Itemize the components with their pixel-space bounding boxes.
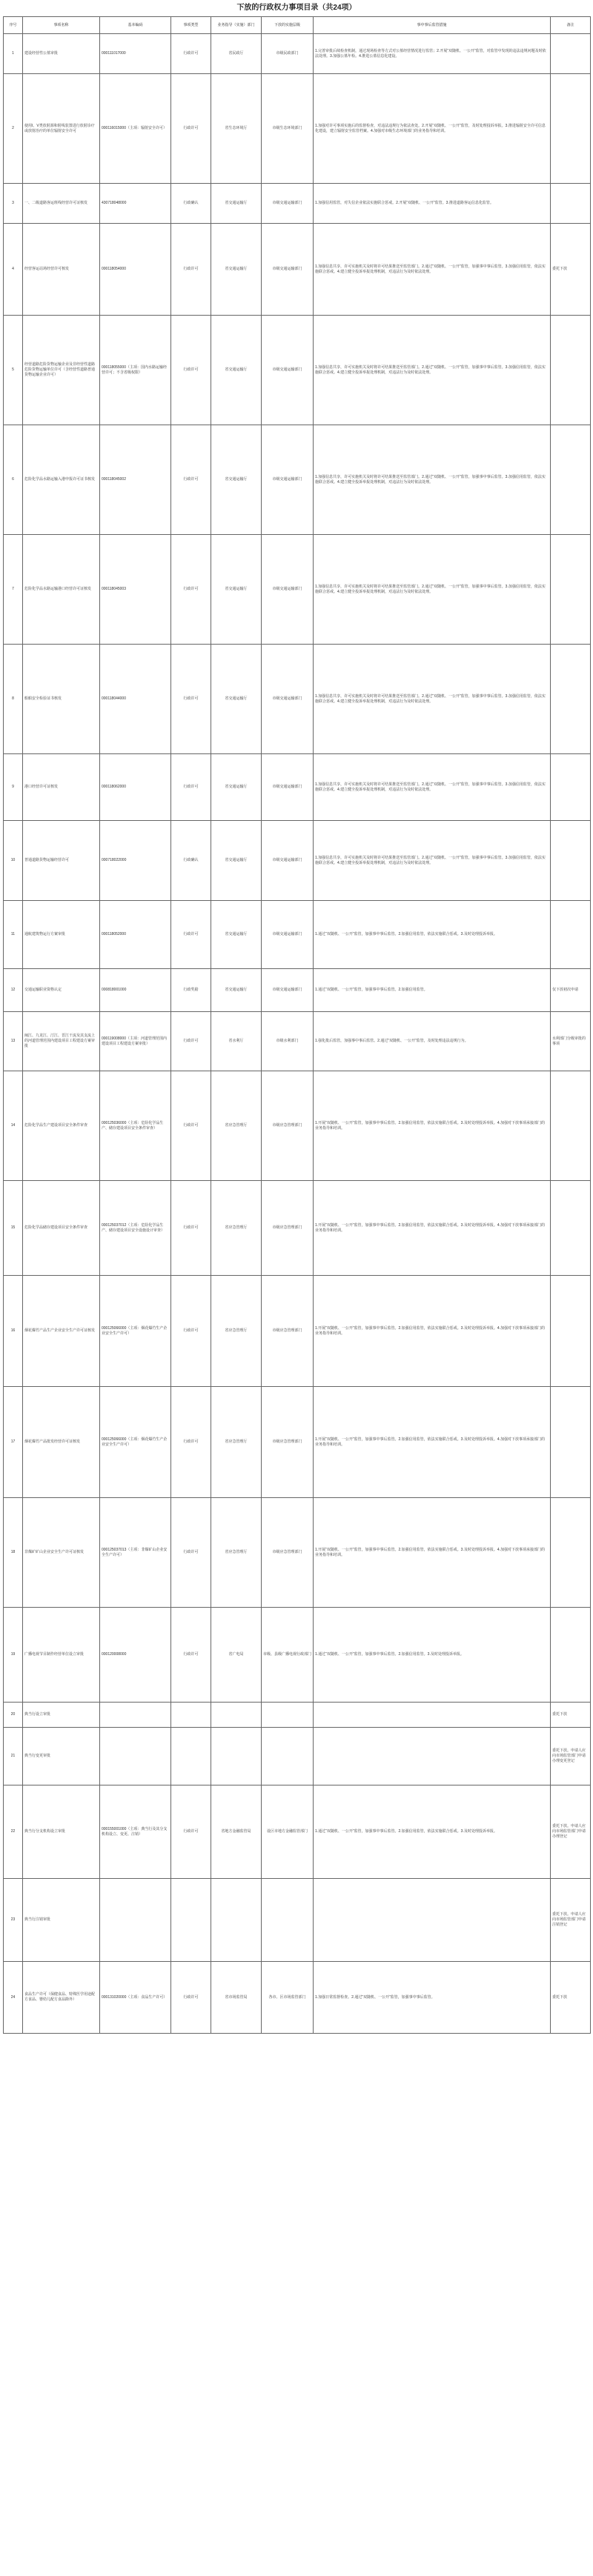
item-type: 行政许可 (171, 901, 211, 969)
remarks: 委托下放 (551, 224, 591, 316)
remarks (551, 535, 591, 645)
supervision-measures: 1.加强信息共享，许可实施机关及时将许可结果推送至监管部门。2.通过“双随机、一公开”监管，加强事中事后监管。3.加强信用监管，依法实施联合惩戒。4.建立健全投诉举报处理机制，对违法行为及时依法处理。 (314, 754, 551, 821)
guiding-department: 省地方金融监管局 (211, 1785, 262, 1879)
guiding-department: 省交通运输厅 (211, 535, 262, 645)
guiding-department: 省交通运输厅 (211, 901, 262, 969)
item-name: 危险化学品储存建设项目安全条件审查 (23, 1181, 100, 1276)
table-row (4, 316, 591, 425)
implementation-level: 市级交通运输部门 (262, 224, 314, 316)
header-implementation-level: 下放的实施层级 (262, 17, 314, 34)
item-table (3, 16, 591, 2034)
implementation-level: 市级水利部门 (262, 1012, 314, 1071)
guiding-department (211, 1879, 262, 1962)
row-index: 11 (4, 901, 23, 969)
basic-code: 430718048000 (100, 184, 171, 224)
remarks: 仅下放初次申请 (551, 969, 591, 1012)
row-index: 23 (4, 1879, 23, 1962)
item-name: 一、二级道路客运班线经营许可证核发 (23, 184, 100, 224)
remarks (551, 645, 591, 754)
item-type: 行政确认 (171, 184, 211, 224)
supervision-measures: 1.加强对许可事项实施后的监督检查，对违法违规行为依法查处。2.开展“双随机、一公开”监管，及时处理投诉举报。3.推进辐射安全许可信息化建设，建立辐射安全监管档案。4.加强对市级生态环境部门的业务指导和培训。 (314, 74, 551, 184)
supervision-measures: 1.加强信用监管，对失信企业依法实施联合惩戒。2.开展“双随机、一公开”监管。3.推进道路客运信息化监管。 (314, 184, 551, 224)
item-type: 行政许可 (171, 535, 211, 645)
basic-code (100, 1879, 171, 1962)
item-name: 典当行分支机构设立审批 (23, 1785, 100, 1879)
row-index: 3 (4, 184, 23, 224)
implementation-level: 市级民政部门 (262, 34, 314, 74)
table-row (4, 1498, 591, 1608)
row-index: 6 (4, 425, 23, 535)
supervision-measures: 1.完善审批后续检查机制，通过现场检查等方式对公墓经营情况进行监管；2.开展“双随机、一公开”监管，对监管中发现的违法违规问题及时依法处理。3.加强公墓年检。4.推进公墓信息化建设。 (314, 34, 551, 74)
supervision-measures: 1.加强信息共享，许可实施机关及时将许可结果推送至监管部门。2.通过“双随机、一公开”监管，加强事中事后监管。3.加强信用监管，依法实施联合惩戒。4.建立健全投诉举报处理机制，对违法行为及时依法处理。 (314, 316, 551, 425)
guiding-department: 省应急管理厅 (211, 1387, 262, 1498)
item-name: 闽江、九龙江、汀江、晋江干流及其支流上的河道管理范围内建设项目工程建设方案审批 (23, 1012, 100, 1071)
row-index: 10 (4, 821, 23, 901)
table-row (4, 1962, 591, 2034)
supervision-measures: 1.加强信息共享，许可实施机关及时将许可结果推送至监管部门。2.通过“双随机、一公开”监管，加强事中事后监管。3.加强信用监管，依法实施联合惩戒。4.建立健全投诉举报处理机制，对违法行为及时依法处理。 (314, 224, 551, 316)
implementation-level: 市级应急管理部门 (262, 1498, 314, 1608)
row-index: 7 (4, 535, 23, 645)
item-name: 广播电视节目制作经营单位设立审批 (23, 1608, 100, 1703)
item-type: 行政许可 (171, 34, 211, 74)
basic-code: 000118044000 (100, 645, 171, 754)
supervision-measures (314, 1879, 551, 1962)
implementation-level: 各市、区市场监管部门 (262, 1962, 314, 2034)
header-basic-code: 基本编码 (100, 17, 171, 34)
remarks (551, 1071, 591, 1181)
item-type: 行政许可 (171, 74, 211, 184)
supervision-measures: 1.开展“双随机、一公开”监管，加强事中事后监管。2.加强信用监管，依法实施联合惩戒。3.及时处理投诉举报。4.加强对下放事项承接部门的业务指导和培训。 (314, 1181, 551, 1276)
table-row (4, 1728, 591, 1785)
remarks (551, 425, 591, 535)
implementation-level (262, 1703, 314, 1728)
row-index: 8 (4, 645, 23, 754)
basic-code: 000125036000（主项：危险化学品生产、储存建设项目安全条件审查） (100, 1071, 171, 1181)
item-type: 行政确认 (171, 821, 211, 901)
implementation-level: 市级应急管理部门 (262, 1181, 314, 1276)
implementation-level: 市级交通运输部门 (262, 754, 314, 821)
implementation-level: 市级应急管理部门 (262, 1071, 314, 1181)
item-name: 港口经营许可证核发 (23, 754, 100, 821)
row-index: 18 (4, 1498, 23, 1608)
item-type: 行政许可 (171, 316, 211, 425)
basic-code: 000118045003 (100, 535, 171, 645)
supervision-measures: 1.加强信息共享，许可实施机关及时将许可结果推送至监管部门。2.通过“双随机、一公开”监管，加强事中事后监管。3.加强信用监管，依法实施联合惩戒。4.建立健全投诉举报处理机制，对违法行为及时依法处理。 (314, 821, 551, 901)
implementation-level: 市级交通运输部门 (262, 425, 314, 535)
guiding-department: 省交通运输厅 (211, 645, 262, 754)
remarks: 委托下放。申请人应向市场监管部门申请办理变更登记 (551, 1728, 591, 1785)
item-name: 船舶安全检验证书核发 (23, 645, 100, 754)
guiding-department: 省应急管理厅 (211, 1071, 262, 1181)
remarks (551, 184, 591, 224)
remarks: 委托下放。申请人应向市场监管部门申请注销登记 (551, 1879, 591, 1962)
item-name: 食品生产许可（保健食品、特殊医学用途配方食品、婴幼儿配方食品除外） (23, 1962, 100, 2034)
item-type: 行政奖励 (171, 969, 211, 1012)
table-row (4, 1785, 591, 1879)
table-row (4, 224, 591, 316)
supervision-measures: 1.加强信息共享，许可实施机关及时将许可结果推送至监管部门。2.通过“双随机、一公开”监管，加强事中事后监管。3.加强信用监管，依法实施联合惩戒。4.建立健全投诉举报处理机制，对违法行为及时依法处理。 (314, 535, 551, 645)
table-row (4, 1071, 591, 1181)
remarks: 委托下放。申请人应向市场监管部门申请办理登记 (551, 1785, 591, 1879)
supervision-measures: 1.开展“双随机、一公开”监管，加强事中事后监管。2.加强信用监管，依法实施联合惩戒。3.及时处理投诉举报。4.加强对下放事项承接部门的业务指导和培训。 (314, 1387, 551, 1498)
row-index: 12 (4, 969, 23, 1012)
basic-code: 000125037012（主项：危险化学品生产、储存建设项目安全设施设计审查） (100, 1181, 171, 1276)
table-row (4, 1608, 591, 1703)
basic-code: 000131020000（主项：食品生产许可） (100, 1962, 171, 2034)
supervision-measures: 1.通过“双随机、一公开”监管，加强事中事后监管。2.加强信用监管，依法实施联合惩戒。3.及时处理投诉举报。 (314, 1785, 551, 1879)
guiding-department: 省应急管理厅 (211, 1276, 262, 1387)
basic-code: 000125066000（主项：烟花爆竹生产企业安全生产许可） (100, 1276, 171, 1387)
item-name: 经营客运站场经营许可核发 (23, 224, 100, 316)
item-name: 典当行设立审批 (23, 1703, 100, 1728)
remarks (551, 1608, 591, 1703)
remarks (551, 901, 591, 969)
item-name: 烟花爆竹产品生产企业安全生产许可证核发 (23, 1276, 100, 1387)
supervision-measures (314, 1703, 551, 1728)
implementation-level: 市级应急管理部门 (262, 1387, 314, 1498)
supervision-measures: 1.加强信息共享，许可实施机关及时将许可结果推送至监管部门。2.通过“双随机、一公开”监管，加强事中事后监管。3.加强信用监管，依法实施联合惩戒。4.建立健全投诉举报处理机制，对违法行为及时依法处理。 (314, 425, 551, 535)
item-name: 经营道路危险货物运输企业及非经营性道路危险货物运输单位许可（含经营性道路普通货物运输企业许可） (23, 316, 100, 425)
item-name: 典当行注销审批 (23, 1879, 100, 1962)
table-row (4, 425, 591, 535)
basic-code: 000125037013（主项：非煤矿山企业安全生产许可） (100, 1498, 171, 1608)
item-type: 行政许可 (171, 1608, 211, 1703)
remarks: 水利部门分级审批的事项 (551, 1012, 591, 1071)
item-name: 普通道路货物运输经营许可 (23, 821, 100, 901)
basic-code: 000118052000 (100, 901, 171, 969)
guiding-department: 省市场监管局 (211, 1962, 262, 2034)
remarks (551, 1387, 591, 1498)
remarks (551, 1498, 591, 1608)
row-index: 4 (4, 224, 23, 316)
guiding-department: 省交通运输厅 (211, 316, 262, 425)
implementation-level (262, 1879, 314, 1962)
supervision-measures: 1.通过“双随机、一公开”监管，加强事中事后监管。2.加强信用监管，依法实施联合惩戒。3.及时处理投诉举报。 (314, 901, 551, 969)
table-header-row (4, 17, 591, 34)
table-row (4, 74, 591, 184)
remarks (551, 34, 591, 74)
implementation-level: 市级交通运输部门 (262, 184, 314, 224)
row-index: 5 (4, 316, 23, 425)
row-index: 15 (4, 1181, 23, 1276)
supervision-measures: 1.加强信息共享，许可实施机关及时将许可结果推送至监管部门。2.通过“双随机、一公开”监管，加强事中事后监管。3.加强信用监管，依法实施联合惩戒。4.建立健全投诉举报处理机制，对违法行为及时依法处理。 (314, 645, 551, 754)
supervision-measures: 1.强化批后监管，加强事中事后监管。2.通过“双随机、一公开”监管，及时处理违法违规行为。 (314, 1012, 551, 1071)
remarks (551, 316, 591, 425)
item-type (171, 1879, 211, 1962)
item-name: 危险化学品生产建设项目安全条件审查 (23, 1071, 100, 1181)
implementation-level: 设区市地方金融监管部门 (262, 1785, 314, 1879)
guiding-department: 省交通运输厅 (211, 821, 262, 901)
table-row (4, 1879, 591, 1962)
row-index: 21 (4, 1728, 23, 1785)
basic-code: 000116015000（主项：辐射安全许可） (100, 74, 171, 184)
guiding-department: 省应急管理厅 (211, 1498, 262, 1608)
remarks (551, 74, 591, 184)
row-index: 9 (4, 754, 23, 821)
table-row (4, 1276, 591, 1387)
guiding-department: 省水利厅 (211, 1012, 262, 1071)
implementation-level: 市级交通运输部门 (262, 535, 314, 645)
basic-code: 000118054000 (100, 224, 171, 316)
supervision-measures: 1.加强日常监督检查。2.通过“双随机、一公开”监管，加强事中事后监管。 (314, 1962, 551, 2034)
guiding-department: 省交通运输厅 (211, 969, 262, 1012)
implementation-level: 市级交通运输部门 (262, 821, 314, 901)
remarks (551, 821, 591, 901)
basic-code: 000118062000 (100, 754, 171, 821)
supervision-measures: 1.开展“双随机、一公开”监管，加强事中事后监管。2.加强信用监管，依法实施联合惩戒。3.及时处理投诉举报。4.加强对下放事项承接部门的业务指导和培训。 (314, 1276, 551, 1387)
table-row (4, 1181, 591, 1276)
implementation-level: 市级交通运输部门 (262, 316, 314, 425)
item-type: 行政许可 (171, 1962, 211, 2034)
remarks: 委托下放 (551, 1703, 591, 1728)
implementation-level (262, 1728, 314, 1785)
guiding-department: 省广电局 (211, 1608, 262, 1703)
guiding-department: 省生态环境厅 (211, 74, 262, 184)
remarks (551, 1181, 591, 1276)
implementation-level: 市级交通运输部门 (262, 969, 314, 1012)
basic-code: 000155001000（主项：典当行及其分支机构设立、变更、注销） (100, 1785, 171, 1879)
table-row (4, 535, 591, 645)
header-guiding-department: 业务指导（实施）部门 (211, 17, 262, 34)
guiding-department (211, 1703, 262, 1728)
row-index: 17 (4, 1387, 23, 1498)
guiding-department (211, 1728, 262, 1785)
implementation-level: 市级交通运输部门 (262, 645, 314, 754)
basic-code: 000118045002 (100, 425, 171, 535)
supervision-measures (314, 1728, 551, 1785)
item-type: 行政许可 (171, 645, 211, 754)
guiding-department: 省交通运输厅 (211, 425, 262, 535)
table-row (4, 901, 591, 969)
item-name: 使用I、V类放射源和射线装置进行放射诊疗或放射治疗的单位辐射安全许可 (23, 74, 100, 184)
item-type (171, 1728, 211, 1785)
item-type: 行政许可 (171, 1012, 211, 1071)
table-row (4, 645, 591, 754)
basic-code (100, 1703, 171, 1728)
table-row (4, 821, 591, 901)
basic-code (100, 1728, 171, 1785)
table-row (4, 969, 591, 1012)
guiding-department: 省应急管理厅 (211, 1181, 262, 1276)
row-index: 24 (4, 1962, 23, 2034)
item-type: 行政许可 (171, 1387, 211, 1498)
item-name: 典当行变更审批 (23, 1728, 100, 1785)
implementation-level: 市级生态环境部门 (262, 74, 314, 184)
row-index: 13 (4, 1012, 23, 1071)
remarks (551, 1276, 591, 1387)
remarks: 委托下放 (551, 1962, 591, 2034)
table-row (4, 184, 591, 224)
supervision-measures: 1.通过“双随机、一公开”监管，加强事中事后监管。2.加强信用监管。 (314, 969, 551, 1012)
item-name: 危险化学品水路运输入港申报许可证书核发 (23, 425, 100, 535)
guiding-department: 省交通运输厅 (211, 754, 262, 821)
basic-code: 000111017000 (100, 34, 171, 74)
document-title: 下放的行政权力事项目录（共24项） (236, 4, 357, 12)
supervision-measures: 1.通过“双随机、一公开”监管，加强事中事后监管。2.加强信用监管。3.及时处理投诉举报。 (314, 1608, 551, 1703)
table-row (4, 1703, 591, 1728)
row-index: 20 (4, 1703, 23, 1728)
basic-code: 000119008000（主项：河道管理范围内建设项目工程建设方案审批） (100, 1012, 171, 1071)
item-name: 非煤矿矿山企业安全生产许可证核发 (23, 1498, 100, 1608)
item-type: 行政许可 (171, 1181, 211, 1276)
item-name: 烟花爆竹产品批发经营许可证核发 (23, 1387, 100, 1498)
item-type: 行政许可 (171, 1071, 211, 1181)
header-supervision-measures: 事中事后监管措施 (314, 17, 551, 34)
basic-code: 000125066000（主项：烟花爆竹生产企业安全生产许可） (100, 1387, 171, 1498)
row-index: 14 (4, 1071, 23, 1181)
item-type: 行政许可 (171, 1785, 211, 1879)
header-item-name: 事项名称 (23, 17, 100, 34)
table-row (4, 1012, 591, 1071)
row-index: 2 (4, 74, 23, 184)
header-item-type: 事项类型 (171, 17, 211, 34)
guiding-department: 省交通运输厅 (211, 224, 262, 316)
item-name: 危险化学品水路运输港口经营许可证核发 (23, 535, 100, 645)
item-type: 行政许可 (171, 1276, 211, 1387)
item-type (171, 1703, 211, 1728)
remarks (551, 754, 591, 821)
header-index: 序号 (4, 17, 23, 34)
basic-code: 000718022000 (100, 821, 171, 901)
item-type: 行政许可 (171, 425, 211, 535)
basic-code: 000120008000 (100, 1608, 171, 1703)
header-remarks: 备注 (551, 17, 591, 34)
guiding-department: 省民政厅 (211, 34, 262, 74)
row-index: 19 (4, 1608, 23, 1703)
basic-code: 000118055000（主项：国内水路运输经营许可；不含省级权限） (100, 316, 171, 425)
table-row (4, 34, 591, 74)
item-type: 行政许可 (171, 1498, 211, 1608)
item-name: 交通运输职业资格认定 (23, 969, 100, 1012)
table-row (4, 754, 591, 821)
item-type: 行政许可 (171, 754, 211, 821)
implementation-level: 市级、县级广播电视行政部门 (262, 1608, 314, 1703)
row-index: 22 (4, 1785, 23, 1879)
item-type: 行政许可 (171, 224, 211, 316)
implementation-level: 市级应急管理部门 (262, 1276, 314, 1387)
supervision-measures: 1.开展“双随机、一公开”监管，加强事中事后监管。2.加强信用监管，依法实施联合惩戒。3.及时处理投诉举报。4.加强对下放事项承接部门的业务指导和培训。 (314, 1498, 551, 1608)
table-row (4, 1387, 591, 1498)
row-index: 1 (4, 34, 23, 74)
item-name: 建设经营性公墓审批 (23, 34, 100, 74)
guiding-department: 省交通运输厅 (211, 184, 262, 224)
supervision-measures: 1.开展“双随机、一公开”监管，加强事中事后监管。2.加强信用监管，依法实施联合惩戒。3.及时处理投诉举报。4.加强对下放事项承接部门的业务指导和培训。 (314, 1071, 551, 1181)
row-index: 16 (4, 1276, 23, 1387)
item-name: 通航建筑物运行方案审批 (23, 901, 100, 969)
implementation-level: 市级交通运输部门 (262, 901, 314, 969)
basic-code: 000818001000 (100, 969, 171, 1012)
